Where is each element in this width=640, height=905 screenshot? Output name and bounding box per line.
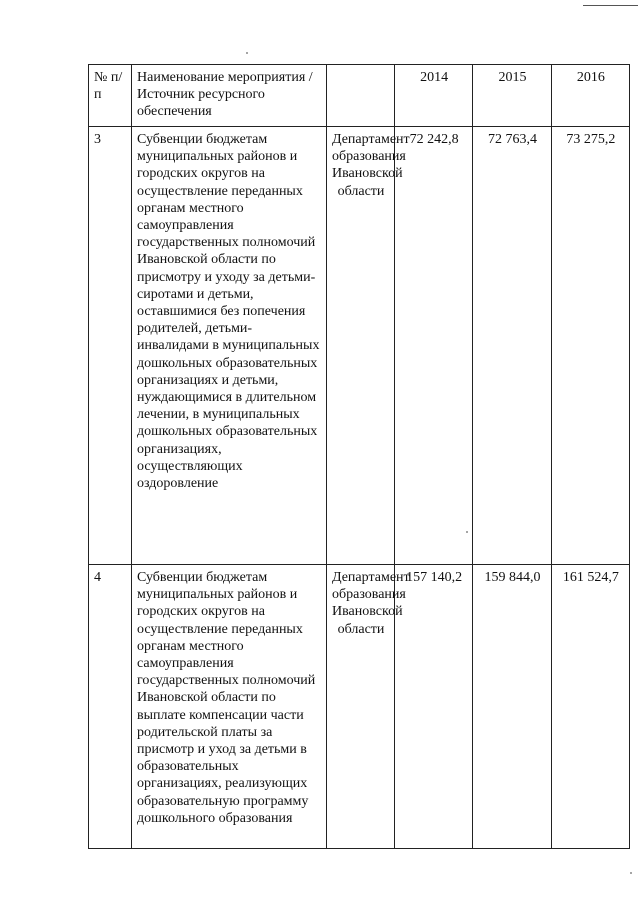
header-year-label: 2016	[576, 70, 605, 85]
header-num	[89, 65, 132, 127]
row-value-2014	[395, 127, 473, 565]
row-value: 73 275,2	[566, 132, 616, 147]
budget-table	[88, 64, 630, 849]
header-year-2014	[395, 65, 473, 127]
header-year-2015	[473, 65, 551, 127]
row-num: 4	[94, 570, 101, 585]
row-value: 157 140,2	[406, 570, 463, 585]
row-value: 159 844,0	[484, 570, 541, 585]
row-source-cell	[327, 565, 410, 849]
header-name	[132, 65, 327, 127]
row-name-cell	[132, 565, 327, 849]
header-year-label: 2015	[498, 70, 527, 85]
table-row	[89, 127, 630, 565]
row-num-cell	[89, 565, 132, 849]
row-name: Субвенции бюджетам муниципальных районов и городских округов на осуществление переданных органам местного самоуправления государственных полномочий Ивановской области по присмотру и уходу за детьми-сиротами и детьми, оставшимися без попечения родителей, детьми-инвалидами в муниципальных дошкольных образовательных организациях и детьми, нуждающимися в длительном лечении, в муниципальных дошкольных образовательных организациях, осуществляющих оздоровление	[137, 132, 320, 492]
row-value: 72 242,8	[409, 132, 459, 147]
row-value-2016	[551, 565, 629, 849]
row-value: 161 524,7	[562, 570, 619, 585]
row-source: Департамент образования Ивановской области	[332, 570, 410, 637]
row-value-2016	[551, 127, 629, 565]
header-name-label: Наименование мероприятия / Источник ресурсного обеспечения	[137, 70, 313, 120]
row-name-cell	[132, 127, 327, 565]
row-value-2015	[473, 565, 551, 849]
header-num-label: № п/п	[94, 70, 123, 103]
row-value-2015	[473, 127, 551, 565]
scan-speck	[246, 52, 248, 54]
header-source	[327, 65, 395, 127]
scan-speck	[630, 872, 632, 874]
row-num: 3	[94, 132, 101, 147]
row-value-2014	[395, 565, 473, 849]
row-name: Субвенции бюджетам муниципальных районов и городских округов на осуществление переданных органам местного самоуправления государственных полномочий Ивановской области по выплате компенсации части родительской платы за присмотр и уход за детьми в образовательных организациях, реализующих образовательную программу дошкольного образования	[137, 570, 316, 826]
page-corner-line	[583, 5, 638, 6]
header-year-2016	[551, 65, 629, 127]
row-value: 72 763,4	[487, 132, 537, 147]
row-source: Департамент образования Ивановской области	[332, 132, 410, 199]
row-source-cell	[327, 127, 410, 565]
header-row	[89, 65, 630, 127]
row-num-cell	[89, 127, 132, 565]
table-row	[89, 565, 630, 849]
header-year-label: 2014	[420, 70, 449, 85]
